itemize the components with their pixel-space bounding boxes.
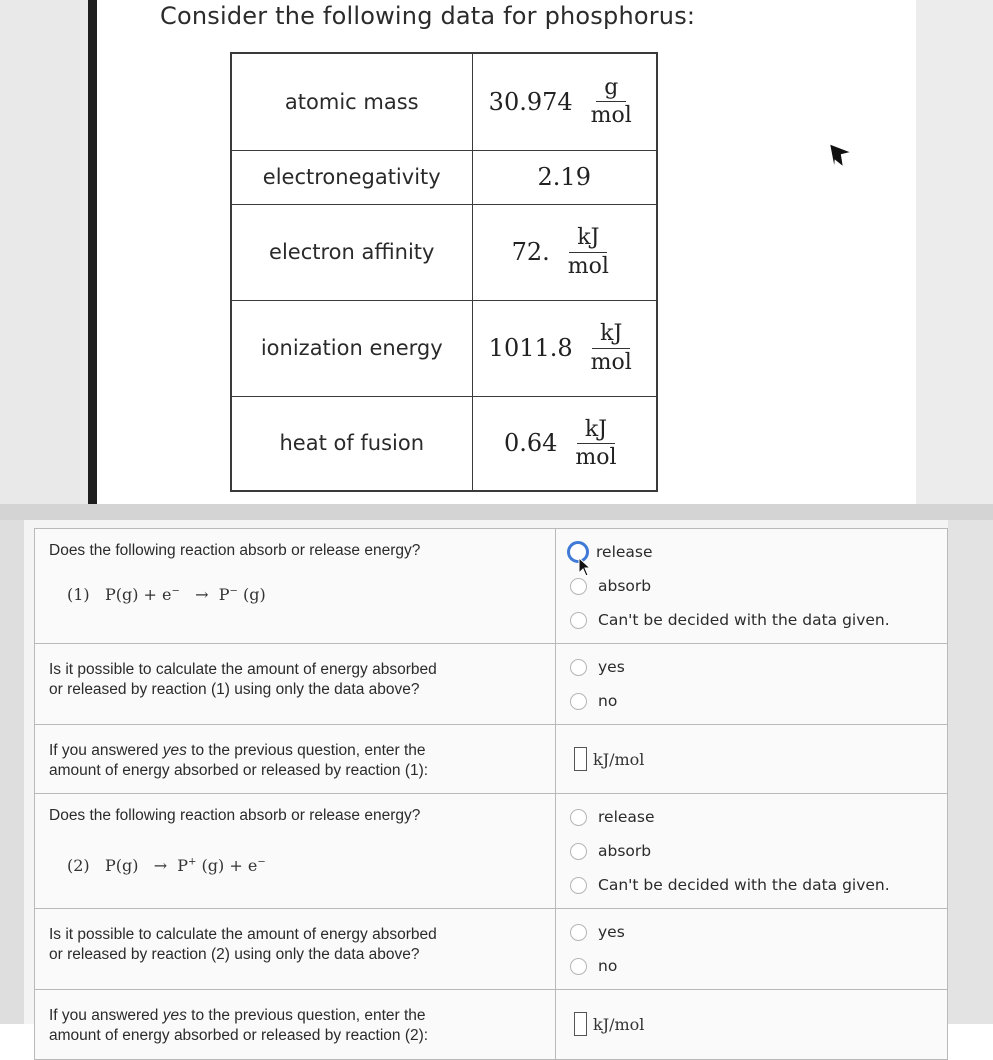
answer-cell xyxy=(556,725,948,794)
reaction-product: P xyxy=(177,856,189,875)
question-cell xyxy=(35,529,556,644)
question-row xyxy=(35,644,948,725)
question-cell xyxy=(35,990,556,1060)
option-cant-decide[interactable] xyxy=(570,603,933,637)
option-no[interactable] xyxy=(570,684,933,718)
radio-no[interactable] xyxy=(570,958,587,975)
option-label: no xyxy=(598,957,618,975)
right-margin-strip xyxy=(948,520,993,1024)
reaction-number: (2) xyxy=(67,856,90,875)
unit-fraction xyxy=(583,76,640,127)
unit-fraction xyxy=(583,322,640,373)
unit-fraction xyxy=(560,226,617,277)
ion-charge: + xyxy=(188,856,197,868)
table-row xyxy=(231,204,657,300)
question-prompt-line xyxy=(49,1006,541,1026)
question-row xyxy=(35,909,948,990)
unit-label: kJ/mol xyxy=(593,1014,645,1034)
property-label: electron affinity xyxy=(231,204,472,300)
question-cell xyxy=(35,644,556,725)
option-absorb[interactable] xyxy=(570,569,933,603)
option-absorb[interactable] xyxy=(570,834,933,868)
property-label: ionization energy xyxy=(231,300,472,396)
radio-cant-decide[interactable] xyxy=(570,612,587,629)
page-title: Consider the following data for phosphorus: xyxy=(160,2,696,30)
question-prompt-line xyxy=(49,741,541,761)
radio-absorb[interactable] xyxy=(570,578,587,595)
question-prompt-line: amount of energy absorbed or released by reaction (2): xyxy=(49,1027,429,1044)
answer-input-group xyxy=(570,731,933,787)
reaction-arrow: → xyxy=(195,585,209,604)
question-panel xyxy=(0,520,993,1044)
prompt-text: If you answered xyxy=(49,1007,163,1024)
reaction-number: (1) xyxy=(67,585,90,604)
property-value: 0.64 xyxy=(503,429,558,458)
energy-input-2[interactable] xyxy=(574,1012,587,1036)
option-label: yes xyxy=(598,658,625,676)
radio-cant-decide[interactable] xyxy=(570,877,587,894)
property-value: 2.19 xyxy=(537,163,591,191)
unit-numerator: kJ xyxy=(569,226,607,252)
answer-cell xyxy=(556,990,948,1060)
unit-denominator: mol xyxy=(590,103,632,129)
radio-absorb[interactable] xyxy=(570,843,587,860)
option-label: Can't be decided with the data given. xyxy=(598,611,890,629)
prompt-text: to the previous question, enter the xyxy=(186,742,426,759)
pointer-cursor-icon xyxy=(826,140,850,168)
question-prompt-line: or released by reaction (2) using only the data above? xyxy=(49,946,420,963)
question-prompt-line: Is it possible to calculate the amount of energy absorbed xyxy=(49,661,437,678)
option-label: absorb xyxy=(598,577,652,595)
reaction-equation xyxy=(67,856,541,875)
unit-numerator: kJ xyxy=(592,322,630,348)
table-row xyxy=(231,300,657,396)
property-value-cell xyxy=(472,204,657,300)
radio-yes[interactable] xyxy=(570,659,587,676)
property-value-cell xyxy=(472,396,657,491)
answer-cell xyxy=(556,529,948,644)
question-prompt: Does the following reaction absorb or release energy? xyxy=(49,542,421,559)
answer-input-group xyxy=(570,996,933,1052)
option-yes[interactable] xyxy=(570,650,933,684)
unit-label: kJ/mol xyxy=(593,749,645,769)
prompt-text: If you answered xyxy=(49,742,163,759)
property-value-cell xyxy=(472,150,657,204)
electron-charge: − xyxy=(257,856,266,868)
property-label: atomic mass xyxy=(231,53,472,150)
prompt-emphasis: yes xyxy=(162,1007,187,1024)
question-prompt-line: Is it possible to calculate the amount of energy absorbed xyxy=(49,926,437,943)
mouse-cursor-icon xyxy=(578,557,592,577)
left-margin-strip xyxy=(0,520,24,1024)
property-value: 72. xyxy=(511,238,550,266)
reaction-reactants: P(g) xyxy=(104,856,139,875)
option-cant-decide[interactable] xyxy=(570,868,933,902)
unit-numerator: g xyxy=(596,76,626,102)
right-margin-strip xyxy=(916,0,993,508)
table-row xyxy=(231,396,657,491)
question-row xyxy=(35,990,948,1060)
questions-table xyxy=(34,528,948,1060)
option-label: release xyxy=(596,543,653,561)
question-row xyxy=(35,794,948,909)
question-cell xyxy=(35,725,556,794)
product-state: (g) + e xyxy=(201,856,258,875)
radio-release[interactable] xyxy=(570,809,587,826)
question-prompt-line: or released by reaction (1) using only the data above? xyxy=(49,681,420,698)
option-label: absorb xyxy=(598,842,652,860)
question-row xyxy=(35,529,948,644)
unit-denominator: mol xyxy=(590,349,632,375)
property-label: electronegativity xyxy=(231,150,472,204)
question-cell xyxy=(35,909,556,990)
electron-charge: − xyxy=(171,585,180,597)
unit-denominator: mol xyxy=(567,253,609,279)
left-dark-edge xyxy=(88,0,97,508)
reaction-reactants: P(g) + e xyxy=(104,585,172,604)
answer-cell xyxy=(556,794,948,909)
option-release[interactable] xyxy=(570,800,933,834)
reaction-product: P xyxy=(218,585,230,604)
option-no[interactable] xyxy=(570,949,933,983)
prompt-emphasis: yes xyxy=(162,742,187,759)
option-release[interactable] xyxy=(570,535,933,569)
table-row xyxy=(231,53,657,150)
option-yes[interactable] xyxy=(570,915,933,949)
property-value: 30.974 xyxy=(488,87,573,116)
question-row xyxy=(35,725,948,794)
reaction-equation xyxy=(67,585,541,604)
option-label: release xyxy=(598,808,655,826)
radio-no[interactable] xyxy=(570,693,587,710)
answer-cell xyxy=(556,644,948,725)
property-value-cell xyxy=(472,53,657,150)
reaction-arrow: → xyxy=(153,856,168,875)
property-value-cell xyxy=(472,300,657,396)
question-prompt-line: amount of energy absorbed or released by reaction (1): xyxy=(49,762,429,779)
prompt-text: to the previous question, enter the xyxy=(186,1007,426,1024)
option-label: no xyxy=(598,692,618,710)
property-label: heat of fusion xyxy=(231,396,472,491)
option-label: yes xyxy=(598,923,625,941)
unit-fraction xyxy=(567,418,624,469)
phosphorus-data-table xyxy=(230,52,658,492)
radio-yes[interactable] xyxy=(570,924,587,941)
product-state: (g) xyxy=(242,585,266,604)
panel-divider xyxy=(0,504,993,520)
data-panel xyxy=(0,0,993,508)
option-label: Can't be decided with the data given. xyxy=(598,876,890,894)
table-row xyxy=(231,150,657,204)
left-margin-strip xyxy=(0,0,88,508)
question-cell xyxy=(35,794,556,909)
question-prompt: Does the following reaction absorb or release energy? xyxy=(49,807,421,824)
property-value: 1011.8 xyxy=(488,334,573,362)
answer-cell xyxy=(556,909,948,990)
unit-denominator: mol xyxy=(575,444,617,470)
ion-charge: − xyxy=(229,585,238,597)
unit-numerator: kJ xyxy=(577,418,615,444)
energy-input-1[interactable] xyxy=(574,747,587,771)
